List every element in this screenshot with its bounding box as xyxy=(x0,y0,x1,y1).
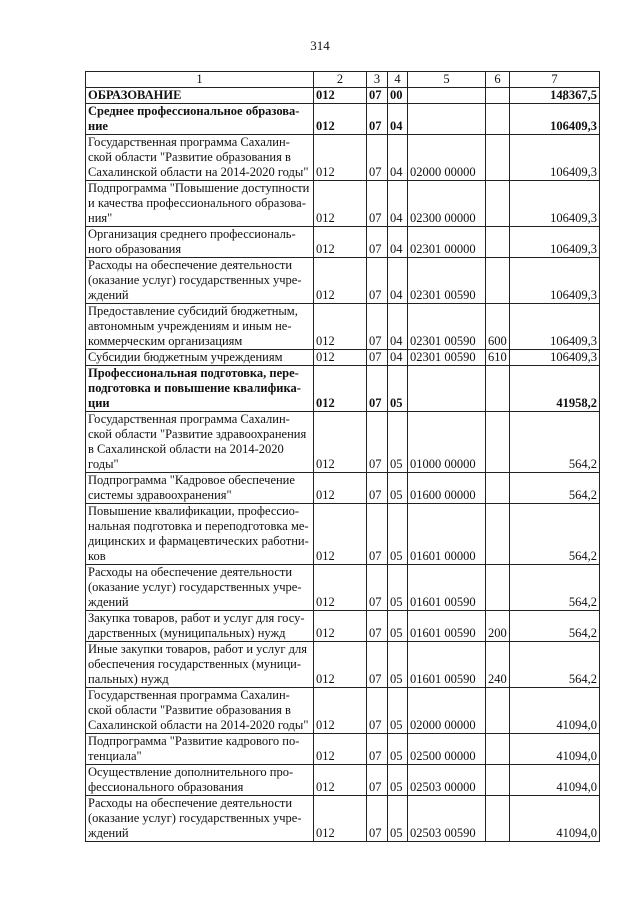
table-row xyxy=(86,181,600,227)
ministry-code: 012 xyxy=(314,642,367,688)
row-name: Повышение квалификации, профессио- нальная подготовка и переподготовка ме- дицинских и фармацевтических работни- ков xyxy=(86,504,314,565)
target-article: 02000 00000 xyxy=(408,688,486,734)
subsection-code: 05 xyxy=(388,765,408,796)
row-name: Организация среднего профессиональ- ного образования xyxy=(86,227,314,258)
amount: 41094,0 xyxy=(510,765,600,796)
expense-type: 240 xyxy=(486,642,510,688)
table-row xyxy=(86,642,600,688)
expense-type xyxy=(486,473,510,504)
row-name: Профессиональная подготовка, пере- подготовка и повышение квалифика- ции xyxy=(86,366,314,412)
expense-type: 610 xyxy=(486,350,510,366)
ministry-code: 012 xyxy=(314,504,367,565)
header-cell: 2 xyxy=(314,72,367,88)
header-cell: 4 xyxy=(388,72,408,88)
row-name: Расходы на обеспечение деятельности (оказание услуг) государственных учре- ждений xyxy=(86,796,314,842)
target-article: 01601 00590 xyxy=(408,611,486,642)
row-name: Расходы на обеспечение деятельности (оказание услуг) государственных учре- ждений xyxy=(86,258,314,304)
expense-type xyxy=(486,104,510,135)
amount: 564,2 xyxy=(510,611,600,642)
table-row xyxy=(86,135,600,181)
ministry-code: 012 xyxy=(314,565,367,611)
ministry-code: 012 xyxy=(314,366,367,412)
table-row xyxy=(86,88,600,104)
target-article: 01000 00000 xyxy=(408,412,486,473)
section-code: 07 xyxy=(367,304,388,350)
subsection-code: 05 xyxy=(388,688,408,734)
amount: 106409,3 xyxy=(510,104,600,135)
target-article: 02503 00000 xyxy=(408,765,486,796)
subsection-code: 04 xyxy=(388,135,408,181)
target-article: 02301 00590 xyxy=(408,304,486,350)
table-row xyxy=(86,504,600,565)
ministry-code: 012 xyxy=(314,734,367,765)
row-name: Подпрограмма "Развитие кадрового по- тенциала" xyxy=(86,734,314,765)
target-article: 02500 00000 xyxy=(408,734,486,765)
header-cell: 7 xyxy=(510,72,600,88)
subsection-code: 05 xyxy=(388,565,408,611)
budget-table xyxy=(85,71,600,842)
subsection-code: 05 xyxy=(388,473,408,504)
amount: 41958,2 xyxy=(510,366,600,412)
target-article xyxy=(408,366,486,412)
table-row xyxy=(86,473,600,504)
ministry-code: 012 xyxy=(314,104,367,135)
expense-type: 200 xyxy=(486,611,510,642)
ministry-code: 012 xyxy=(314,473,367,504)
ministry-code: 012 xyxy=(314,796,367,842)
amount: 564,2 xyxy=(510,565,600,611)
ministry-code: 012 xyxy=(314,304,367,350)
target-article: 02503 00590 xyxy=(408,796,486,842)
amount: 41094,0 xyxy=(510,734,600,765)
section-code: 07 xyxy=(367,765,388,796)
amount: 564,2 xyxy=(510,504,600,565)
expense-type xyxy=(486,366,510,412)
expense-type xyxy=(486,734,510,765)
section-code: 07 xyxy=(367,104,388,135)
subsection-code: 04 xyxy=(388,181,408,227)
expense-type xyxy=(486,88,510,104)
subsection-code: 00 xyxy=(388,88,408,104)
subsection-code: 04 xyxy=(388,258,408,304)
row-name: Государственная программа Сахалин- ской области "Развитие здравоохранения в Сахалинской области на 2014-2020 годы" xyxy=(86,412,314,473)
table-row xyxy=(86,765,600,796)
section-code: 07 xyxy=(367,642,388,688)
subsection-code: 05 xyxy=(388,611,408,642)
ministry-code: 012 xyxy=(314,88,367,104)
header-cell: 3 xyxy=(367,72,388,88)
section-code: 07 xyxy=(367,796,388,842)
expense-type xyxy=(486,796,510,842)
expense-type xyxy=(486,258,510,304)
header-cell: 6 xyxy=(486,72,510,88)
amount: 106409,3 xyxy=(510,135,600,181)
subsection-code: 05 xyxy=(388,642,408,688)
subsection-code: 05 xyxy=(388,504,408,565)
row-name: Осуществление дополнительного про- фессионального образования xyxy=(86,765,314,796)
expense-type xyxy=(486,765,510,796)
amount: 106409,3 xyxy=(510,304,600,350)
section-code: 07 xyxy=(367,227,388,258)
target-article: 02301 00000 xyxy=(408,227,486,258)
table-row xyxy=(86,104,600,135)
row-name: ОБРАЗОВАНИЕ xyxy=(86,88,314,104)
target-article: 02300 00000 xyxy=(408,181,486,227)
ministry-code: 012 xyxy=(314,611,367,642)
page-number: 314 xyxy=(310,38,330,53)
row-name: Субсидии бюджетным учреждениям xyxy=(86,350,314,366)
section-code: 07 xyxy=(367,181,388,227)
section-code: 07 xyxy=(367,412,388,473)
ministry-code: 012 xyxy=(314,688,367,734)
amount: 106409,3 xyxy=(510,258,600,304)
section-code: 07 xyxy=(367,350,388,366)
row-name: Подпрограмма "Кадровое обеспечение системы здравоохранения" xyxy=(86,473,314,504)
ministry-code: 012 xyxy=(314,181,367,227)
row-name: Подпрограмма "Повышение доступности и качества профессионального образова- ния" xyxy=(86,181,314,227)
header-cell: 5 xyxy=(408,72,486,88)
amount: 564,2 xyxy=(510,642,600,688)
target-article: 01601 00590 xyxy=(408,642,486,688)
subsection-code: 05 xyxy=(388,412,408,473)
expense-type xyxy=(486,688,510,734)
row-name: Иные закупки товаров, работ и услуг для обеспечения государственных (муници- пальных) нужд xyxy=(86,642,314,688)
subsection-code: 04 xyxy=(388,304,408,350)
expense-type xyxy=(486,412,510,473)
subsection-code: 04 xyxy=(388,350,408,366)
section-code: 07 xyxy=(367,88,388,104)
section-code: 07 xyxy=(367,734,388,765)
expense-type xyxy=(486,181,510,227)
table-row xyxy=(86,350,600,366)
amount: 564,2 xyxy=(510,412,600,473)
row-name: Среднее профессиональное образова- ние xyxy=(86,104,314,135)
section-code: 07 xyxy=(367,258,388,304)
expense-type: 600 xyxy=(486,304,510,350)
target-article: 01600 00000 xyxy=(408,473,486,504)
section-code: 07 xyxy=(367,611,388,642)
table-row xyxy=(86,734,600,765)
ministry-code: 012 xyxy=(314,412,367,473)
subsection-code: 05 xyxy=(388,366,408,412)
table-row xyxy=(86,258,600,304)
amount: 106409,3 xyxy=(510,350,600,366)
ministry-code: 012 xyxy=(314,227,367,258)
expense-type xyxy=(486,565,510,611)
table-row xyxy=(86,796,600,842)
table-row xyxy=(86,688,600,734)
target-article: 01601 00590 xyxy=(408,565,486,611)
section-code: 07 xyxy=(367,135,388,181)
section-code: 07 xyxy=(367,504,388,565)
table-row xyxy=(86,565,600,611)
amount: 148367,5 xyxy=(510,88,600,104)
section-code: 07 xyxy=(367,688,388,734)
target-article: 02301 00590 xyxy=(408,258,486,304)
table-row xyxy=(86,611,600,642)
section-code: 07 xyxy=(367,366,388,412)
table-row xyxy=(86,366,600,412)
ministry-code: 012 xyxy=(314,258,367,304)
table-header-row xyxy=(86,72,600,88)
subsection-code: 04 xyxy=(388,104,408,135)
target-article xyxy=(408,104,486,135)
amount: 41094,0 xyxy=(510,688,600,734)
row-name: Государственная программа Сахалин- ской области "Развитие образования в Сахалинской области на 2014-2020 годы" xyxy=(86,135,314,181)
subsection-code: 05 xyxy=(388,734,408,765)
row-name: Расходы на обеспечение деятельности (оказание услуг) государственных учре- ждений xyxy=(86,565,314,611)
expense-type xyxy=(486,227,510,258)
target-article: 01601 00000 xyxy=(408,504,486,565)
ministry-code: 012 xyxy=(314,135,367,181)
amount: 564,2 xyxy=(510,473,600,504)
ministry-code: 012 xyxy=(314,350,367,366)
section-code: 07 xyxy=(367,473,388,504)
target-article: 02301 00590 xyxy=(408,350,486,366)
target-article xyxy=(408,88,486,104)
row-name: Государственная программа Сахалин- ской области "Развитие образования в Сахалинской области на 2014-2020 годы" xyxy=(86,688,314,734)
table-row xyxy=(86,412,600,473)
amount: 106409,3 xyxy=(510,227,600,258)
expense-type xyxy=(486,504,510,565)
header-cell: 1 xyxy=(86,72,314,88)
row-name: Закупка товаров, работ и услуг для госу- дарственных (муниципальных) нужд xyxy=(86,611,314,642)
expense-type xyxy=(486,135,510,181)
section-code: 07 xyxy=(367,565,388,611)
subsection-code: 04 xyxy=(388,227,408,258)
table-row xyxy=(86,304,600,350)
row-name: Предоставление субсидий бюджетным, автономным учреждениям и иным не- коммерческим организациям xyxy=(86,304,314,350)
target-article: 02000 00000 xyxy=(408,135,486,181)
amount: 106409,3 xyxy=(510,181,600,227)
ministry-code: 012 xyxy=(314,765,367,796)
amount: 41094,0 xyxy=(510,796,600,842)
subsection-code: 05 xyxy=(388,796,408,842)
table-row xyxy=(86,227,600,258)
